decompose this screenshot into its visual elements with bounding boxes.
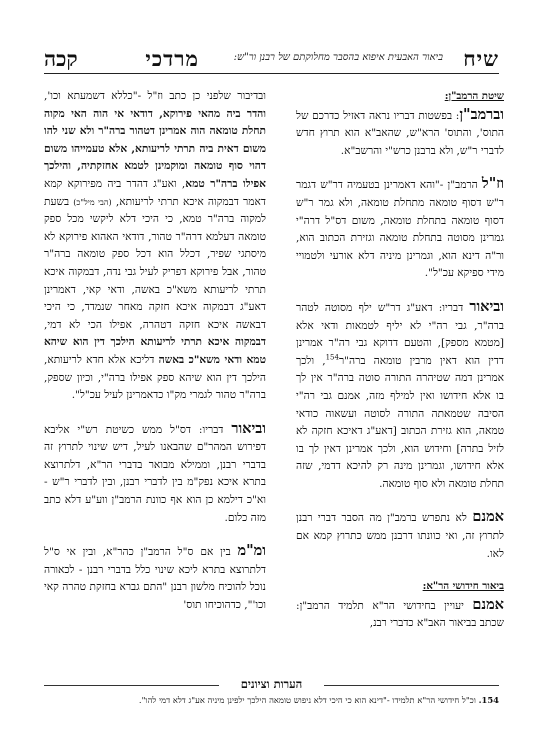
footnotes-header [44,677,499,693]
footnote-154 [44,695,499,705]
right-column [296,88,504,633]
paragraph [44,420,266,528]
lead-word: וברמב"ן [459,105,504,123]
paragraph [44,88,266,405]
paragraph-text: , ולכך אמרינן דמה שטיהרה התורה סוטה ברה"ר אין לך בו אלא חידושו ואין למילף מזה, אמנם גבי רה"י הסיבה שטמאתה התורה לסוטה ועשאוה כודאי טמאה, הוא גזירת הכתוב [דאע"ג דאיכא חזקה לא לזיל בתרה] וחידוש הוא, ולכך אמרינן דאין לך בו אלא חידושו, וגמרינן מינה רק להיכא דדמי, שזה תחלת טומאה ולא סוף טומאה. [296,354,504,490]
paragraph-text: ובדיבור שלפני כן כתב וז"ל -"כללא דשמעתא וכו', [44,90,266,102]
bold-quote: דבמקוה איכא תרתי לריעותא הילכך דין הוא שיהא טמא ודאי משא"כ באשה [44,336,266,366]
lead-word: אמנם [472,508,504,526]
paragraph-text: דבריו: דאע"ג דר"ש ילף מסוטה לטהר ברה"ר, גבי רה"י לא יליף לטמאות ודאי אלא [מטמא מספק], והטעם דדוקא גבי רה"ר אמרינן דדין הוא דאין מרבין טומאה ברה"ר [296,301,504,367]
paragraph [296,298,504,494]
paragraph-text: יעויין בחידושי הר"א תלמיד הרמב"ן: שכתב בביאור האב"א כדברי רבנ, [296,599,504,630]
paragraph [296,508,504,563]
lead-word: ומ"מ [237,542,266,560]
paragraph [44,542,266,614]
section-title-ramban: שיטת הרמב"ן: [444,90,504,102]
footnote-marker[interactable]: 154 [325,353,339,362]
footnote-number: 154. [478,695,499,705]
section-title-ra: ביאור חידושי הר"א: [422,580,504,593]
footnotes-title: הערות וציונים [240,677,303,691]
page-number: שיח [463,46,499,71]
inline-reference: (הבי מיל"כ) [73,197,112,207]
paragraph-text: דליכא אלא חדא לריעותא, הילכך דין הוא שיהא ספק אפילו ברה"י, וכיון שספק, ברה"ר טהור לגמרי מק"ו כדאמרינן לעיל עכ"ל". [44,353,266,402]
header-rule [44,73,499,74]
lead-word: וביאור [231,419,266,437]
paragraph-text: לא נתפרש ברמב"ן מה הסבר דברי רבנן לתרוץ זה, ואי כוונתו דרבנן ממש כתרוץ קמא אם לאו. [296,512,504,560]
paragraph-text: בשעת למקוה ברה"ר טמא, כי היכי דלא ליקשי מכל ספק טומאה דעלמא דרה"ר טהור, דודאי האהוא פירוקא לא מיסתגי שפיר, דכלל הוא דכל ספק טומאה ברה"ר טהור, אבל פירוקא דפריק לעיל גבי נדה, דבמקוה איכא תרתי לריעותא משא"כ באשה, ודאי קאי, דאמרינן דאע"ג דבמקוה איכא חזקה מאחר שנמדד, כי היכי דבאשה איכא חזקה דטהרה, אפילו הכי לא דמי, [44,195,266,331]
paragraph-text: : בפשטות דבריו נראה דאזיל כדרכם של התוס', והתוס' הרא"ש, שהאב"א הוא תרוץ חדש לדברי ר"ש, ולא ברבנן כרש"י והרשב"א. [296,109,504,157]
paragraph-text: הרמב"ן -"והא דאמרינן בטעמיה דר"ש דגמר ר"ש דסוף טומאה מתחלת טומאה, ולא גמר ר"ש דסוף טומאה בתחלת טומאה, משום דס"ל דרה"י גמרינן מסוטה בתחלת טומאה וגזירת הכתוב הוא, ור"ה דינא הוא, וגמרינן מיניה דלא אורעי ולטמויי מידי ספיקא עכ"ל". [296,179,504,280]
paragraph-text: בין אם ס"ל הרמב"ן כהר"א, ובין אי ס"ל דלתרוצא בתרא ליכא שינוי כלל בדברי רבנן - לכאורה נוכל להוכיח מלשון רבנן "התם גברא בחזקת טהרה קאי וכו'", כדהוכיחו תוס' [44,546,266,612]
bold-quote: והדר ביה מהאי פירוקא, דודאי אי הוה האי מקוה תחלת טומאה הוה אמרינן דטהור ברה"ר ולא שני להו משום דאית ביה תרתי לריעותא, אלא טעמייהו משום דהוי סוף טומאה ומוקמינן לטמא אחזקתיה, והילכך אפילו ברה"ר טמא [44,107,266,190]
footnote-text: וכ"ל חידושי הר"א תלמידו -"דינא הוא כי היכי דלא ניפוש טומאה הילכך ילפינן מיניה אע"ג דלא דמי להו". [138,695,479,705]
paragraph-text: , ואע"ג דהדר ביה מפירוקא קמא דאמר דבמקוה איכא תרתי לריעותא, [44,177,266,208]
header-description: ביאור האבעית איפוא בהסבר מחלוקתם של רבנן ור"ש: [233,52,443,63]
paragraph [296,596,504,633]
paragraph [296,106,504,161]
paragraph-text: דבריו: דס"ל ממש כשיטת רש"י אליבא דפירוש המהר"ם שהבאנו לעיל, דיש שינוי לתרוץ זה בדברי רבנן, וממילא מבואר בדברי הר"א, דלתרוצא בתרא איכא נפק"מ בין לדברי רבנן, ובין לדברי ר"ש - וא"כ דילמא כן הוא אף כוונת הרמב"ן ווע"ע דלא כתב מזה כלום. [44,423,266,524]
paragraph [296,175,504,283]
lead-word: אמנם [472,595,504,613]
folio-number: קכה [44,46,78,71]
running-header [44,44,499,72]
book-title: מרדכי [145,46,199,71]
lead-word: וז"ל [481,175,504,193]
left-column [44,88,266,615]
lead-word: וביאור [469,297,504,315]
